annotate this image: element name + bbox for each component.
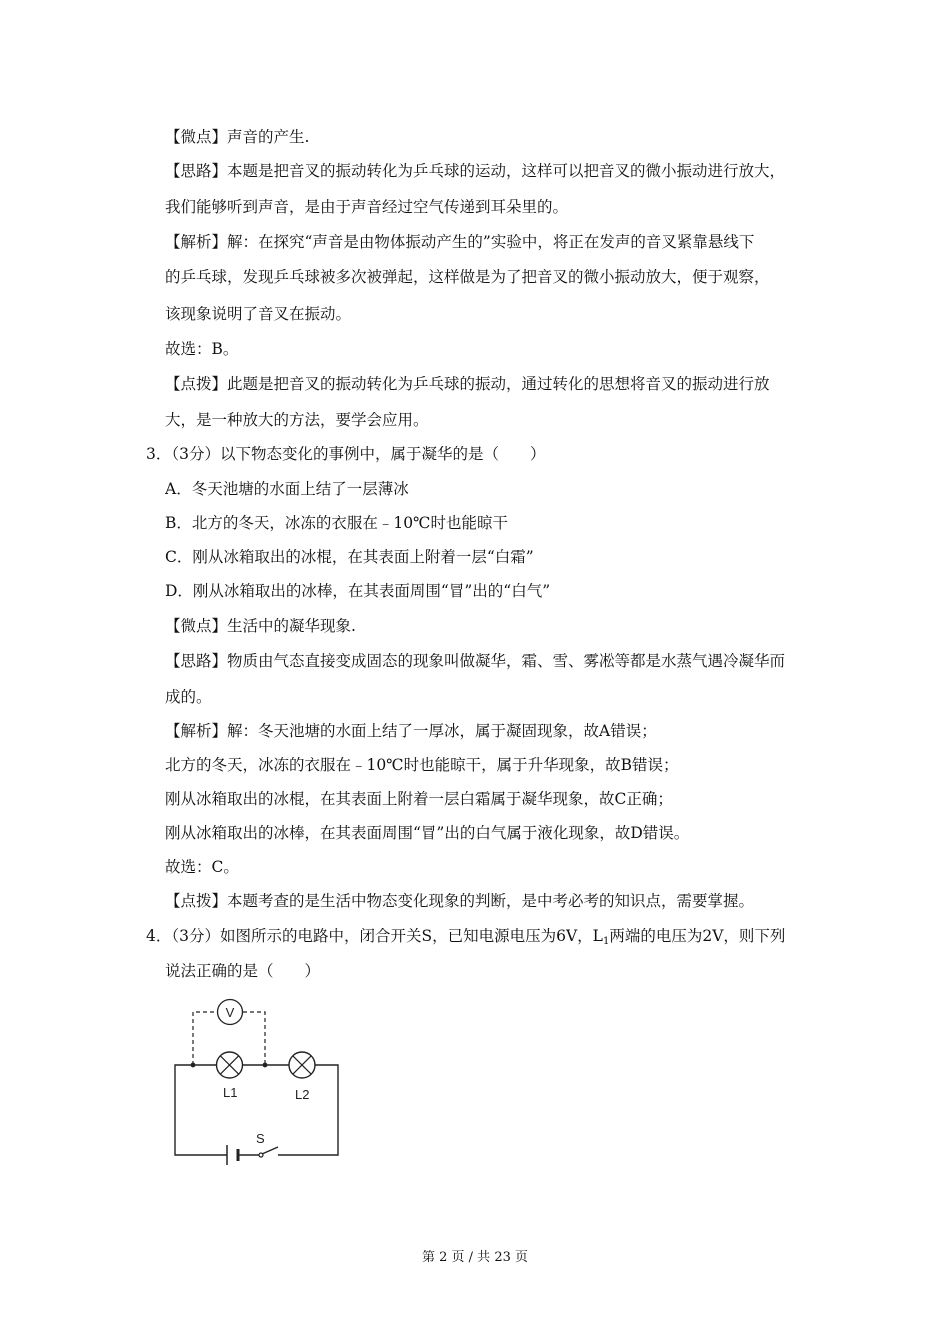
switch-label: S: [256, 1131, 265, 1146]
battery: [227, 1145, 238, 1165]
q3-idea-line1: 【思路】物质由气态直接变成固态的现象叫做凝华，霜、雪、雾凇等都是水蒸气遇冷凝华而: [165, 652, 786, 670]
lamp-l1: [217, 1052, 243, 1100]
q2-idea-line1: 【思路】本题是把音叉的振动转化为乒乓球的运动，这样可以把音叉的微小振动进行放大，: [165, 162, 786, 180]
q2-answer: 故选：B。: [165, 340, 239, 358]
junction-dot-left: [191, 1063, 196, 1068]
q4-stem-line1: [146, 925, 785, 953]
q4-stem-part2: 两端的电压为2V，则下列: [609, 927, 786, 945]
q3-option-a: A．冬天池塘的水面上结了一层薄冰: [165, 480, 409, 498]
q4-stem-subscript: 1: [602, 936, 610, 947]
q3-analysis-line4: 刚从冰箱取出的冰棒，在其表面周围“冒”出的白气属于液化现象，故D错误。: [165, 824, 690, 842]
q3-point: 【微点】生活中的凝华现象.: [165, 617, 356, 635]
q4-stem-part1: 4．（3分）如图所示的电路中，闭合开关S，已知电源电压为6V，L: [146, 927, 603, 945]
q3-answer: 故选：C。: [165, 858, 239, 876]
q2-tip-line1: 【点拨】此题是把音叉的振动转化为乒乓球的振动，通过转化的思想将音叉的振动进行放: [165, 375, 770, 393]
lamp-l2: [289, 1052, 315, 1102]
q2-point: 【微点】声音的产生.: [165, 128, 310, 146]
lamp-l2-label: L2: [295, 1087, 310, 1102]
q3-tip: 【点拨】本题考查的是生活中物态变化现象的判断，是中考必考的知识点，需要掌握。: [165, 892, 755, 910]
q3-option-b: B．北方的冬天，冰冻的衣服在﹣10℃时也能晾干: [165, 514, 508, 532]
q2-tip-line2: 大，是一种放大的方法，要学会应用。: [165, 411, 429, 429]
switch-s: [256, 1131, 278, 1157]
q3-idea-line2: 成的。: [165, 688, 212, 706]
q3-analysis-line2: 北方的冬天，冰冻的衣服在﹣10℃时也能晾干，属于升华现象，故B错误；: [165, 756, 679, 774]
q3-option-c: C．刚从冰箱取出的冰棍，在其表面上附着一层“白霜”: [165, 548, 534, 566]
q3-analysis-line1: 【解析】解：冬天池塘的水面上结了一厚冰，属于凝固现象，故A错误；: [165, 722, 657, 740]
voltmeter: [218, 1000, 243, 1025]
q4-stem-line2: 说法正确的是（ ）: [165, 962, 321, 980]
q2-idea-line2: 我们能够听到声音，是由于声音经过空气传递到耳朵里的。: [165, 198, 569, 216]
junction-dot-right: [263, 1063, 268, 1068]
q2-analysis-line1: 【解析】解：在探究“声音是由物体振动产生的”实验中，将正在发声的音叉紧靠悬线下: [165, 233, 755, 251]
lamp-l1-label: L1: [223, 1085, 238, 1100]
q3-option-d: D．刚从冰箱取出的冰棒，在其表面周围“冒”出的“白气”: [165, 582, 551, 600]
q3-analysis-line3: 刚从冰箱取出的冰棍，在其表面上附着一层白霜属于凝华现象，故C正确；: [165, 790, 673, 808]
page-footer: 第 2 页 / 共 23 页: [422, 1250, 528, 1265]
q2-analysis-line3: 该现象说明了音叉在振动。: [165, 305, 352, 323]
voltmeter-label: V: [225, 1005, 235, 1020]
circuit-diagram: [165, 995, 350, 1170]
q2-analysis-line2: 的乒乓球，发现乒乓球被多次被弹起，这样做是为了把音叉的微小振动放大，便于观察，: [165, 268, 770, 286]
q3-stem: 3．（3分）以下物态变化的事例中，属于凝华的是（ ）: [146, 445, 546, 463]
